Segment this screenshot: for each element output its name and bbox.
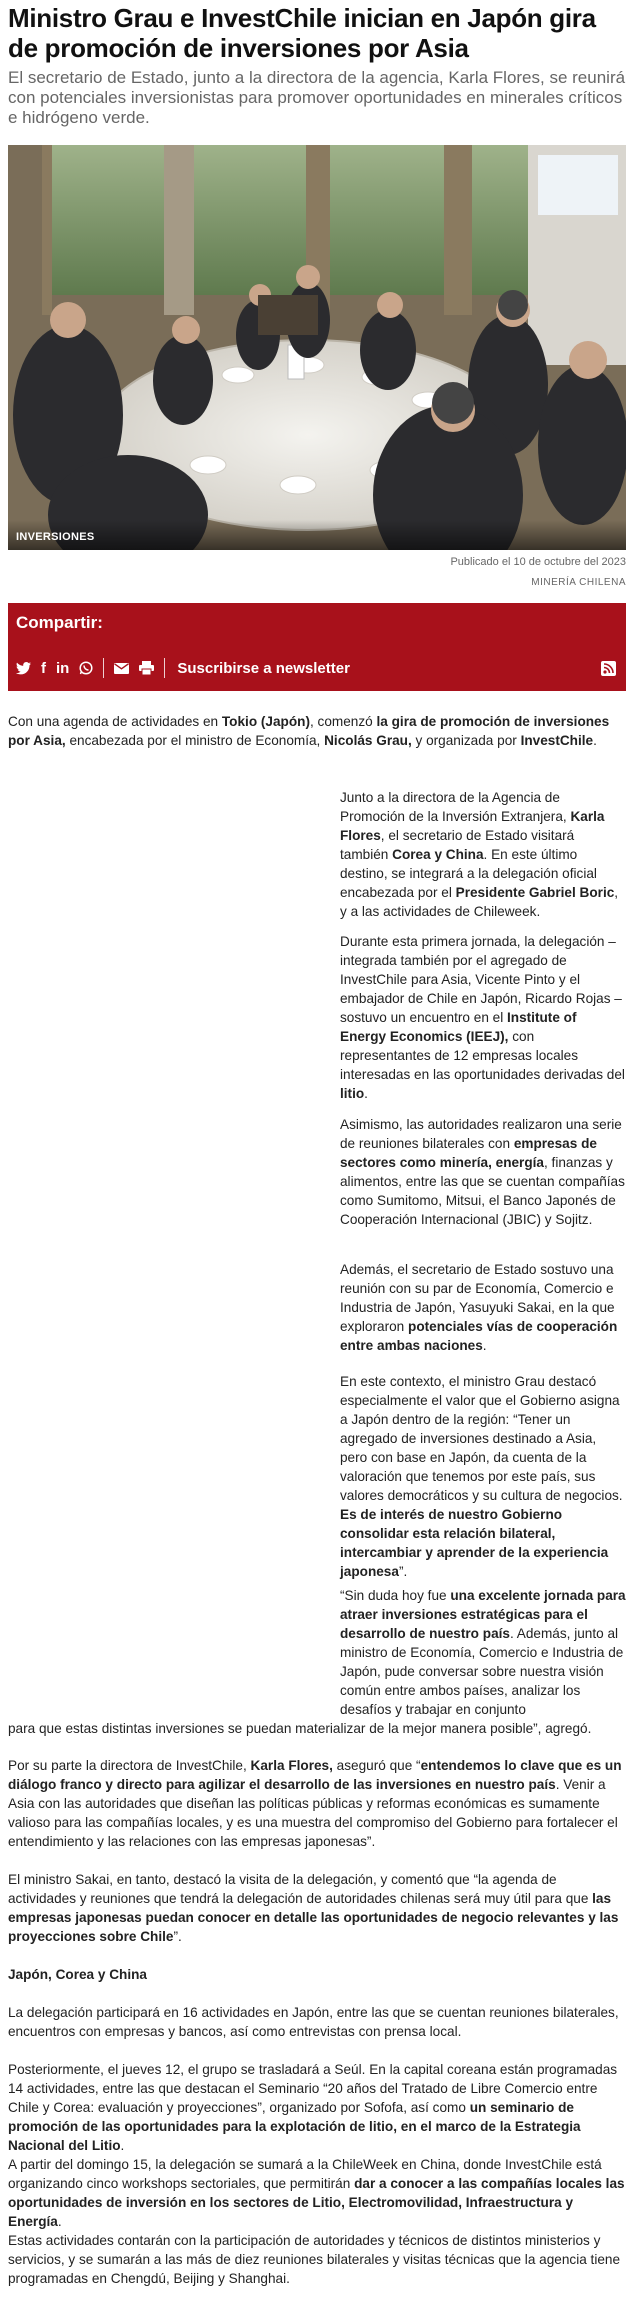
meeting-photo-illustration bbox=[8, 145, 626, 550]
published-date: Publicado el 10 de octubre del 2023 bbox=[450, 556, 626, 568]
text: encabezada por el ministro de Economía, bbox=[65, 733, 325, 748]
text-bold: una excelente jornada para atraer inversiones estratégicas para el desarrollo de nuestro país bbox=[340, 1588, 626, 1641]
text: Durante esta primera jornada, la delegación –integrada también por el agregado de InvestChile para Asia, Vicente Pinto y el embajador de Chile en Japón, Ricardo Rojas – sostuvo un encuentro en el bbox=[340, 934, 622, 1025]
paragraph-china-activities bbox=[8, 2155, 626, 2231]
text: En este contexto, el ministro Grau destacó especialmente el valor que el Gobierno asigna a Japón dentro de la región: “Tener un agregado de inversiones destinado a Asia, pero con base en Japón, da cuenta de la valoración que tenemos por este país, sus valores democráticos y su cultura de negocios. bbox=[340, 1374, 623, 1503]
paragraph-grau-quote-2 bbox=[340, 1586, 626, 1719]
rss-icon[interactable] bbox=[601, 661, 616, 676]
text: . bbox=[120, 2138, 125, 2153]
text-bold: Nicolás Grau, bbox=[324, 733, 412, 748]
text: Por su parte la directora de InvestChile, bbox=[8, 1758, 251, 1773]
text: . Venir a Asia con las autoridades que diseñan las políticas públicas y reformas económicas es sumamente valioso para las compañías locales, y es una muestra del compromiso del Gobierno para fortalecer el entendimiento y las relaciones con las empresas japonesas”. bbox=[8, 1777, 618, 1849]
article-title: Ministro Grau e InvestChile inician en Japón gira de promoción de inversiones por Asia bbox=[8, 3, 596, 63]
text-bold: Karla Flores bbox=[340, 809, 605, 843]
text: . Además, junto al ministro de Economía, Comercio e Industria de Japón, pude conversar sobre nuestra visión común entre ambos países, analizar los desafíos y trabajar en conjunto bbox=[340, 1626, 624, 1717]
text-bold: potenciales vías de cooperación entre ambas naciones bbox=[340, 1319, 618, 1353]
text: Junto a la directora de la Agencia de Promoción de la Inversión Extranjera, bbox=[340, 790, 571, 824]
text: y organizada por bbox=[411, 733, 521, 748]
text: . bbox=[57, 2214, 62, 2229]
text: . bbox=[593, 733, 597, 748]
text: . En este último destino, se integrará a la delegación oficial encabezada por el bbox=[340, 847, 597, 900]
text: con representantes de 12 empresas locales interesadas en las oportunidades derivadas del bbox=[340, 1029, 625, 1082]
text: ”. bbox=[173, 1929, 182, 1944]
paragraph-japan-activities: La delegación participará en 16 actividades en Japón, entre las que se cuentan reuniones bilaterales, encuentros con empresas y bancos, así como entrevistas con prensa local. bbox=[8, 2005, 619, 2039]
twitter-icon[interactable] bbox=[16, 658, 31, 678]
article-subtitle: El secretario de Estado, junto a la directora de la agencia, Karla Flores, se reunirá con potenciales inversionistas para promover oportunidades en minerales críticos e hidrógeno verde. bbox=[8, 68, 626, 127]
article-hero-image bbox=[8, 145, 626, 550]
share-bar bbox=[8, 603, 626, 691]
image-category-label: INVERSIONES bbox=[16, 531, 95, 543]
article-source: MINERÍA CHILENA bbox=[531, 577, 626, 588]
text-bold: Corea y China bbox=[392, 847, 484, 862]
paragraph-grau-quote-2-end: para que estas distintas inversiones se puedan materializar de la mejor manera posible”, agregó. bbox=[8, 1721, 592, 1736]
paragraph-sakai-quote bbox=[8, 1870, 626, 1946]
text-bold: litio bbox=[340, 1086, 365, 1101]
print-icon[interactable] bbox=[139, 658, 154, 678]
share-title: Compartir: bbox=[16, 613, 103, 632]
text: A partir del domingo 15, la delegación se sumará a la ChileWeek en China, donde InvestChile está organizando cinco workshops sectoriales, que permitirán bbox=[8, 2157, 602, 2191]
text: , el secretario de Estado visitará también bbox=[340, 828, 575, 862]
text-bold: Tokio (Japón) bbox=[221, 714, 310, 729]
share-separator bbox=[164, 658, 165, 678]
share-icons bbox=[16, 658, 350, 678]
text: , y a las actividades de Chileweek. bbox=[340, 885, 619, 919]
paragraph-closing: Estas actividades contarán con la participación de autoridades y técnicos de distintos ministerios y servicios, y se sumarán a las más de diez reuniones bilaterales y visitas técnicas que la agencia tiene programadas en Chengdú, Beijing y Shanghai. bbox=[8, 2233, 621, 2286]
image-category-overlay bbox=[8, 520, 626, 550]
facebook-icon[interactable]: f bbox=[41, 659, 46, 677]
paragraph-grau-quote bbox=[340, 1372, 626, 1581]
text: Con una agenda de actividades en bbox=[8, 714, 222, 729]
text: . bbox=[364, 1086, 368, 1101]
text-bold: empresas de sectores como minería, energía bbox=[340, 1136, 597, 1170]
text-bold: las empresas japonesas puedan conocer en detalle las oportunidades de negocio relevantes y las proyecciones sobre Chile bbox=[8, 1891, 619, 1944]
text-bold: un seminario de promoción de las oportunidades para la explotación de litio, en el marco de la Estrategia Nacional del Litio bbox=[8, 2100, 581, 2153]
text: . bbox=[482, 1338, 487, 1353]
text: ”. bbox=[398, 1564, 408, 1579]
text-bold: Karla Flores, bbox=[250, 1758, 333, 1773]
text-bold: Es de interés de nuestro Gobierno consolidar esta relación bilateral, intercambiar y aprender de la experiencia japonesa bbox=[340, 1507, 609, 1579]
text: aseguró que “ bbox=[332, 1758, 421, 1773]
text: El ministro Sakai, en tanto, destacó la visita de la delegación, y comentó que “la agenda de actividades y reuniones que tendrá la delegación de autoridades chilenas será muy útil para que bbox=[8, 1872, 593, 1906]
text: Posteriormente, el jueves 12, el grupo se trasladará a Seúl. En la capital coreana están programadas 14 actividades, entre las que destacan el Seminario “20 años del Tratado de Libre Comercio entre Chile y Corea: evaluación y proyecciones”, organizado por Sofofa, así como bbox=[8, 2062, 618, 2115]
text-bold: dar a conocer a las compañías locales las oportunidades de inversión en los sectores de Litio, Electromovilidad, Infraestructura y Energía bbox=[8, 2176, 625, 2229]
text: Además, el secretario de Estado sostuvo una reunión con su par de Economía, Comercio e Industria de Japón, Yasuyuki Sakai, en la que exploraron bbox=[340, 1262, 615, 1334]
linkedin-icon[interactable]: in bbox=[56, 659, 70, 677]
share-separator bbox=[103, 658, 104, 678]
section-heading: Japón, Corea y China bbox=[8, 1967, 147, 1982]
paragraph-ieej-meeting bbox=[340, 932, 626, 1103]
text: Asimismo, las autoridades realizaron una serie de reuniones bilaterales con bbox=[340, 1117, 622, 1151]
paragraph-bilateral-meetings bbox=[340, 1115, 626, 1229]
text: “Sin duda hoy fue bbox=[340, 1588, 451, 1603]
paragraph-sakai-meeting bbox=[340, 1260, 626, 1355]
paragraph-flores-quote bbox=[8, 1756, 626, 1851]
email-icon[interactable] bbox=[114, 658, 129, 678]
text: , finanzas y alimentos, entre las que se cuentan compañías como Sumitomo, Mitsui, el Banco Japonés de Cooperación Internacional (JBIC) y Sojitz. bbox=[340, 1155, 625, 1227]
text-bold: entendemos lo clave que es un diálogo franco y directo para agilizar el desarrollo de las inversiones en nuestro país bbox=[8, 1758, 622, 1792]
newsletter-link[interactable]: Suscribirse a newsletter bbox=[177, 659, 350, 677]
paragraph-korea-activities bbox=[8, 2060, 626, 2155]
text-bold: Institute of Energy Economics (IEEJ), bbox=[340, 1010, 577, 1044]
text: , comenzó bbox=[310, 714, 377, 729]
text-bold: Presidente Gabriel Boric bbox=[455, 885, 615, 900]
paragraph-intro bbox=[8, 712, 626, 750]
text-bold: la gira de promoción de inversiones por Asia, bbox=[8, 714, 610, 748]
text-bold: InvestChile bbox=[520, 733, 594, 748]
whatsapp-icon[interactable] bbox=[79, 658, 93, 678]
paragraph-agenda bbox=[340, 788, 626, 921]
